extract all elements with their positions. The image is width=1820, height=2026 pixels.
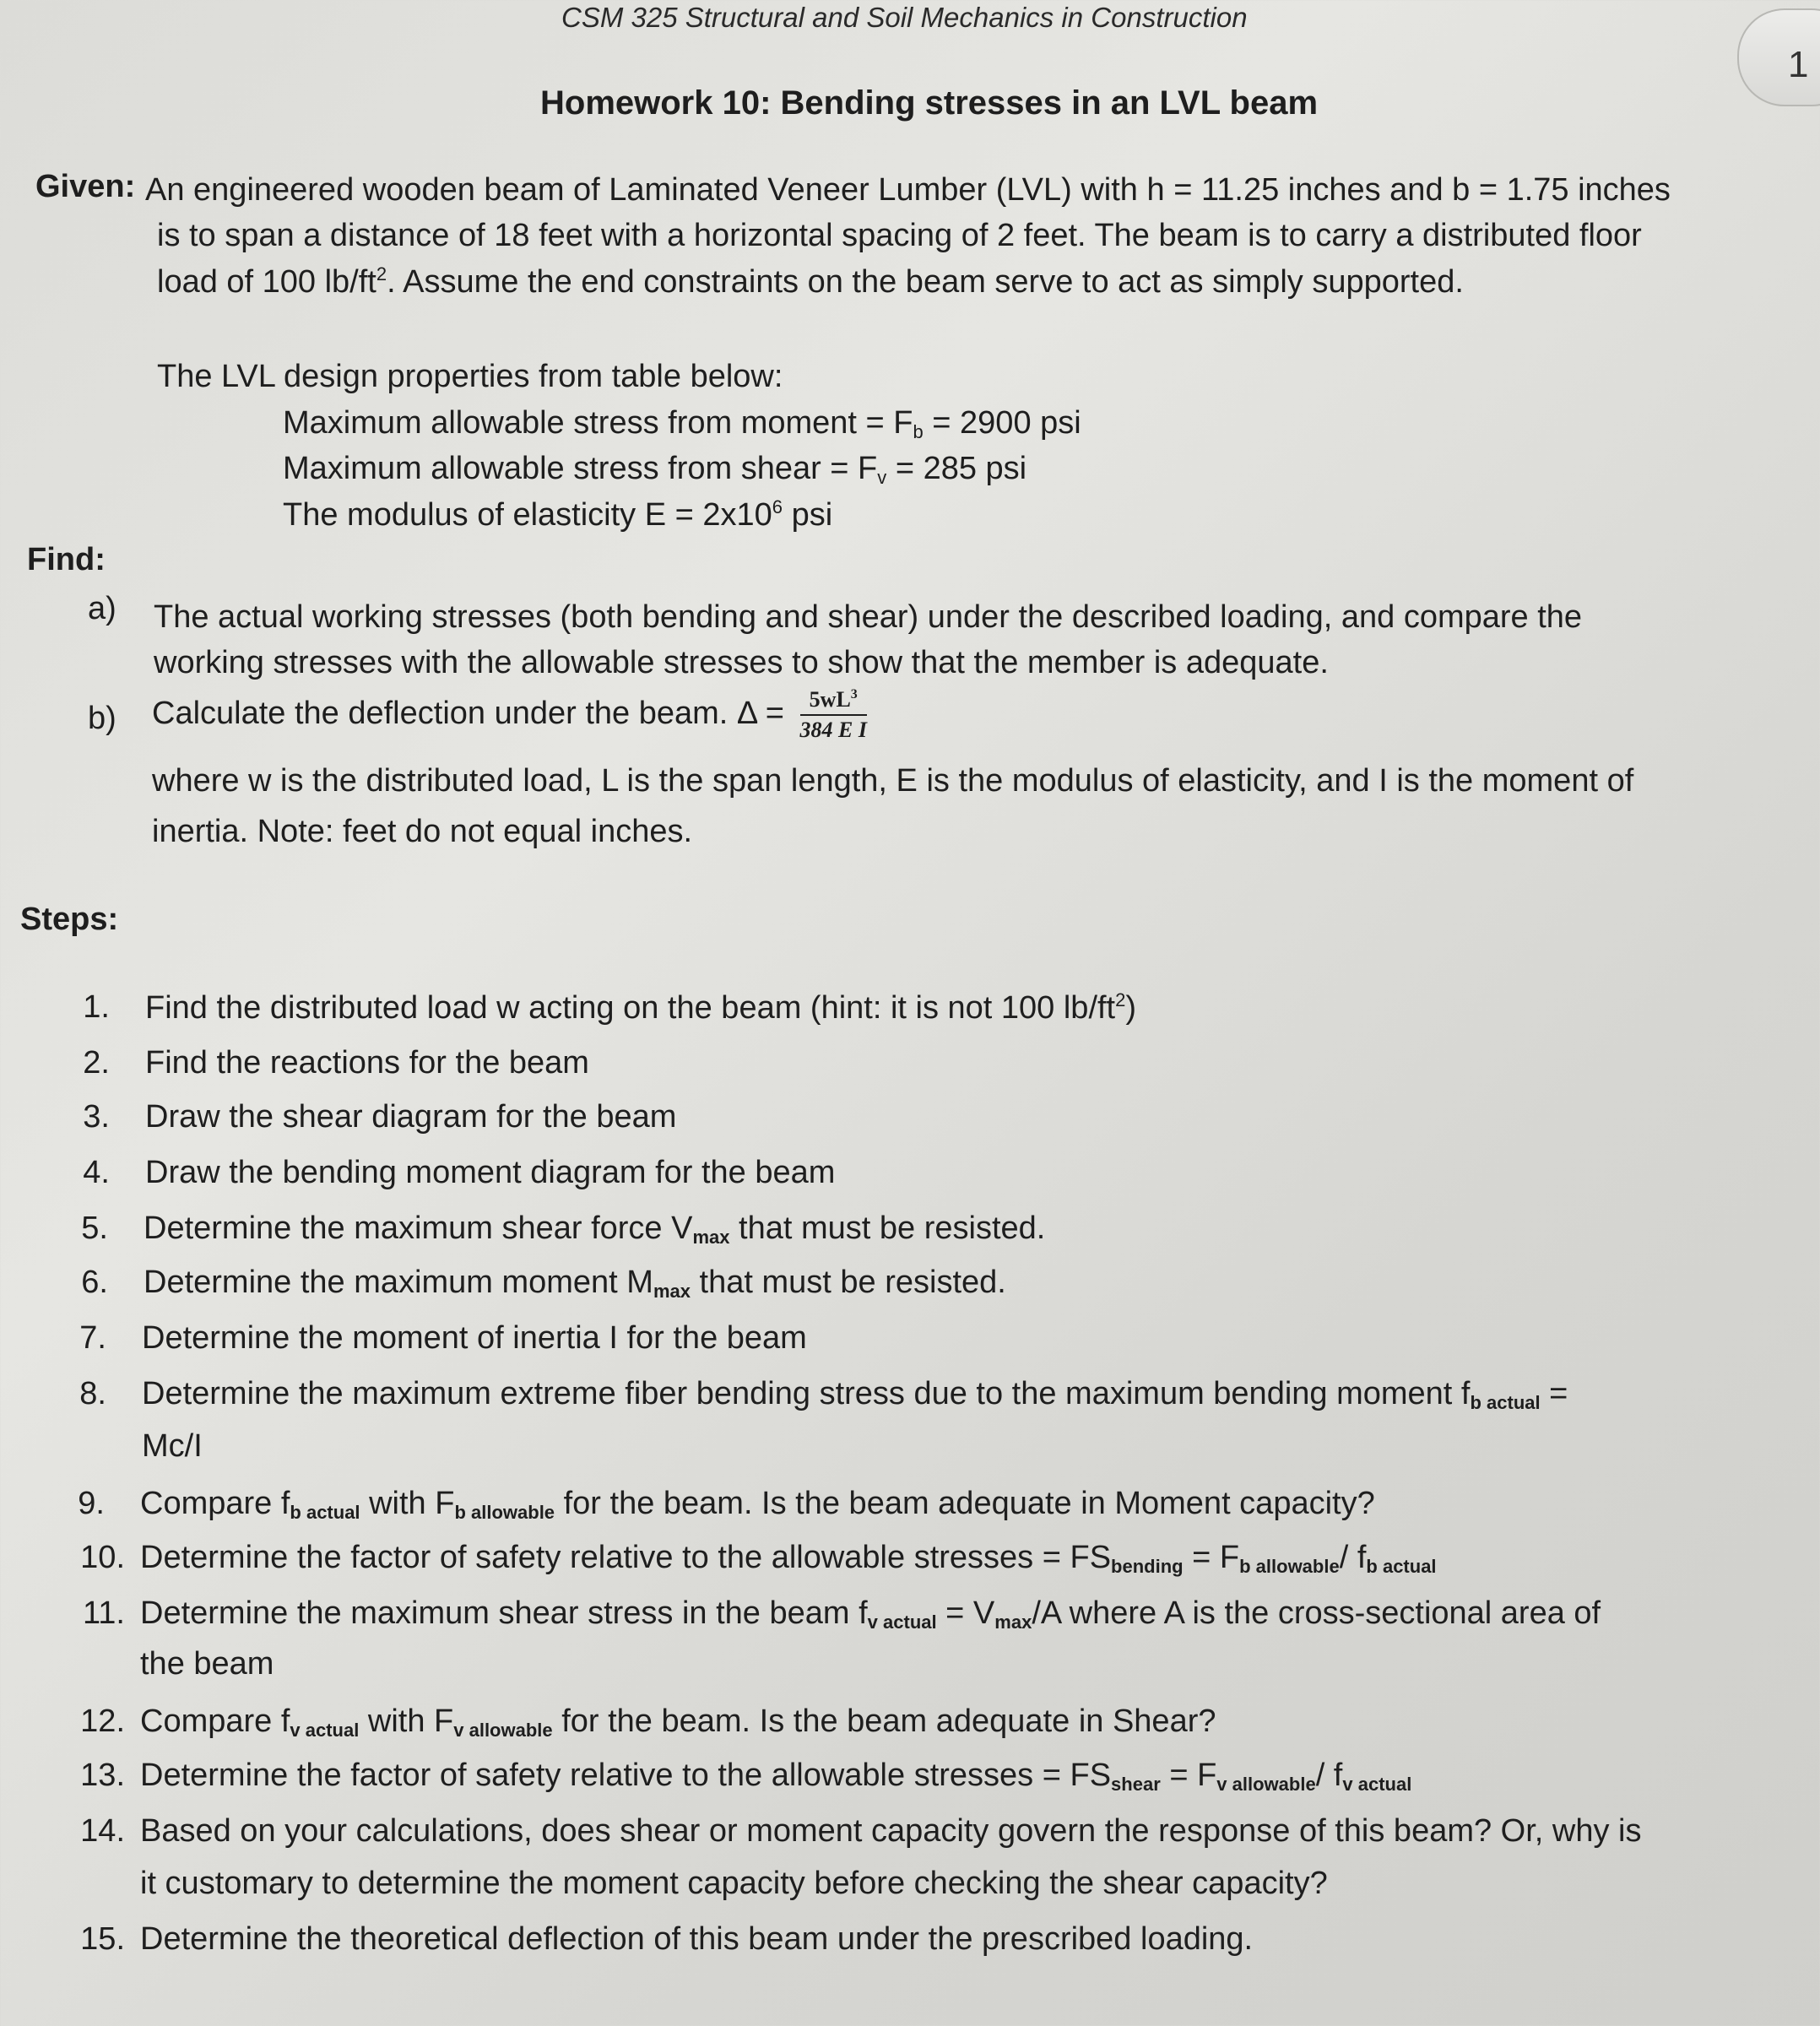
step-13: Determine the factor of safety relative to the allowable stresses = FSshear = Fv allowable/ fv actual <box>140 1758 1412 1795</box>
find-b-line-3: inertia. Note: feet do not equal inches. <box>152 814 693 849</box>
find-a-line-1: The actual working stresses (both bending and shear) under the described loading, and compare the <box>154 599 1583 635</box>
find-a-label: a) <box>88 591 116 626</box>
step-9: Compare fb actual with Fb allowable for the beam. Is the beam adequate in Moment capacity? <box>140 1486 1375 1523</box>
step-number: 14. <box>80 1813 125 1849</box>
properties-intro: The LVL design properties from table below: <box>157 359 783 394</box>
step-4: Draw the bending moment diagram for the beam <box>145 1155 836 1190</box>
step-number: 10. <box>80 1540 125 1575</box>
step-number: 5. <box>81 1211 108 1246</box>
find-b-line-1: Calculate the deflection under the beam. Δ = $\frac{5wL^3}{\text{384 E I}}$ <box>152 687 867 742</box>
step-number: 4. <box>83 1155 110 1190</box>
step-12: Compare fv actual with Fv allowable for the beam. Is the beam adequate in Shear? <box>140 1704 1216 1741</box>
step-6: Determine the maximum moment Mmax that must be resisted. <box>144 1265 1006 1302</box>
given-line-3: load of 100 $lb/ft^2$. Assume the end constraints on the beam serve to act as simply supported. <box>157 263 1464 300</box>
step-10: Determine the factor of safety relative to the allowable stresses = FSbending = Fb allowable/ fb actual <box>140 1540 1437 1577</box>
find-label: Find: <box>27 542 106 577</box>
step-2: Find the reactions for the beam <box>145 1045 589 1081</box>
given-line-2: is to span a distance of 18 feet with a horizontal spacing of 2 feet. The beam is to carry a distributed floor <box>157 218 1642 253</box>
find-b-line-2: where w is the distributed load, L is the span length, E is the modulus of elasticity, and I is the moment of <box>152 763 1634 799</box>
step-7: Determine the moment of inertia I for the beam <box>142 1320 807 1356</box>
step-number: 12. <box>80 1704 125 1739</box>
step-number: 13. <box>80 1758 125 1793</box>
deflection-formula: $\frac{5wL^3}{\text{384 E I}}$ <box>799 687 867 742</box>
steps-label: Steps: <box>20 902 119 937</box>
property-modulus: The modulus of elasticity $E = 2x10^6$ psi <box>283 496 833 533</box>
step-1: Find the distributed load w acting on the beam (hint: it is not 100 $lb/ft^2$) <box>145 989 1137 1026</box>
step-number: 7. <box>79 1320 106 1356</box>
step-8: Determine the maximum extreme fiber bending stress due to the maximum bending moment fb actual = <box>142 1376 1568 1413</box>
page-number: 1 <box>1788 44 1809 85</box>
step-number: 2. <box>83 1045 110 1081</box>
step-number: 1. <box>83 989 110 1025</box>
step-number: 9. <box>78 1486 105 1521</box>
course-header: CSM 325 Structural and Soil Mechanics in Construction <box>561 2 1248 33</box>
property-moment: Maximum allowable stress from moment = $F_b = 2900$ psi <box>283 405 1081 442</box>
step-5: Determine the maximum shear force Vmax that must be resisted. <box>144 1211 1046 1248</box>
step-number: 15. <box>80 1921 125 1957</box>
given-line-1: An engineered wooden beam of Laminated Veneer Lumber (LVL) with h = 11.25 inches and b = 1.75 inches <box>145 172 1671 208</box>
step-number: 3. <box>83 1099 110 1135</box>
step-number: 11. <box>82 1595 125 1631</box>
step-3: Draw the shear diagram for the beam <box>145 1099 677 1135</box>
find-a-line-2: working stresses with the allowable stresses to show that the member is adequate. <box>154 645 1329 680</box>
step-14-line-2: it customary to determine the moment capacity before checking the shear capacity? <box>140 1866 1328 1901</box>
find-b-label: b) <box>88 701 116 736</box>
given-label: Given: <box>35 169 136 204</box>
step-number: 6. <box>81 1265 108 1300</box>
step-15: Determine the theoretical deflection of this beam under the prescribed loading. <box>140 1921 1254 1957</box>
step-11-line-2: the beam <box>140 1646 274 1682</box>
step-number: 8. <box>79 1376 106 1411</box>
step-11: Determine the maximum shear stress in the beam fv actual = Vmax/A where A is the cross-sectional area of <box>140 1595 1601 1633</box>
step-14: Based on your calculations, does shear or moment capacity govern the response of this beam? Or, why is <box>140 1813 1642 1849</box>
step-8-line-2: Mc/I <box>142 1428 203 1464</box>
page-title: Homework 10: Bending stresses in an LVL beam <box>540 84 1319 122</box>
property-shear: Maximum allowable stress from shear = $F_v = 285$ psi <box>283 451 1027 488</box>
